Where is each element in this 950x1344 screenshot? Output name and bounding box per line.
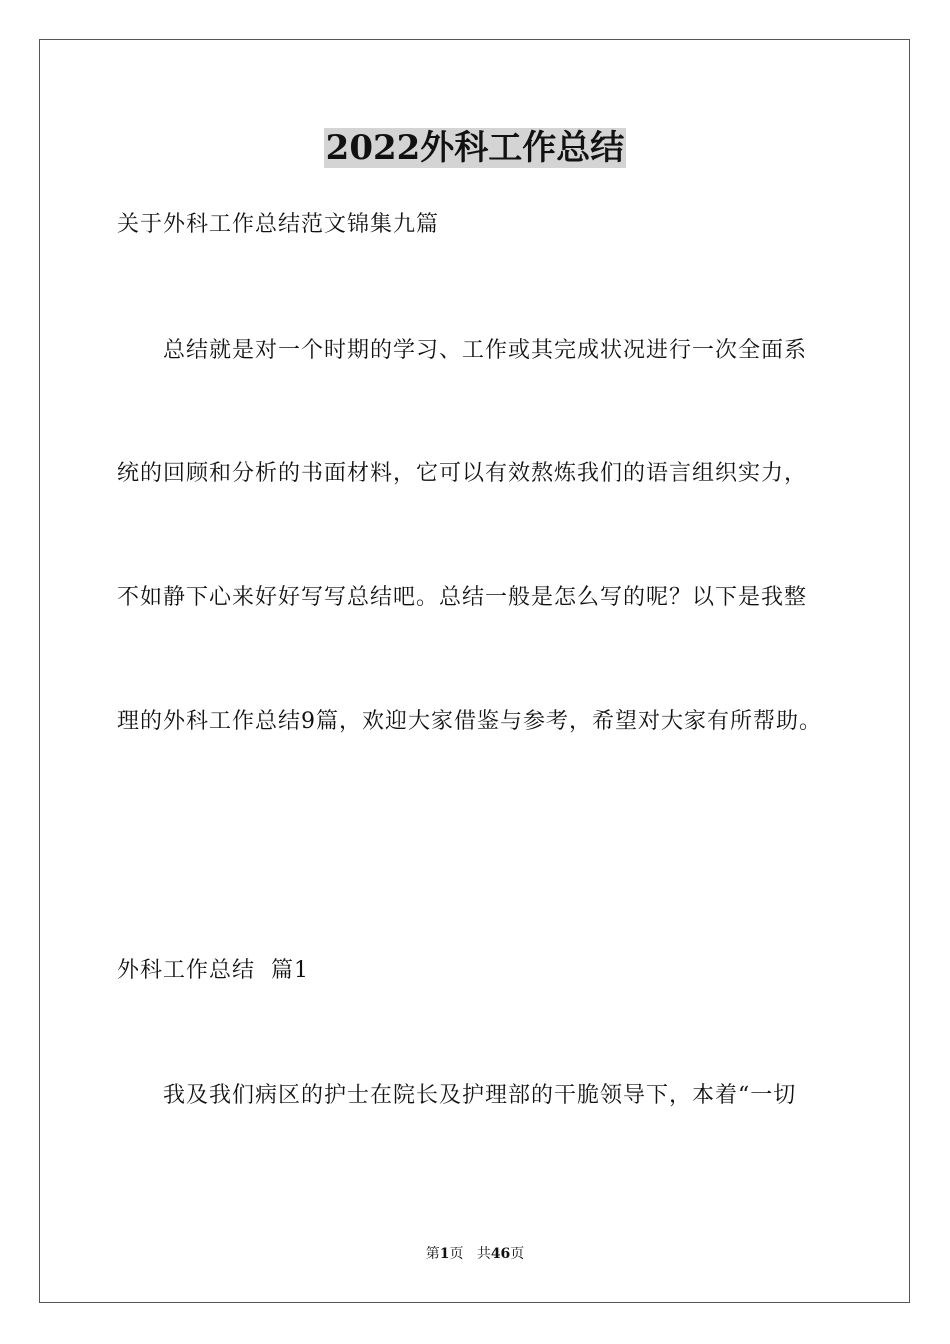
page-footer	[0, 1244, 950, 1264]
document-title	[0, 126, 950, 170]
document-title-text: 2022外科工作总结	[325, 128, 625, 168]
footer-page-number: 1	[439, 1246, 450, 1262]
footer-total-prefix: 共	[476, 1246, 491, 1262]
section-first-line: 我及我们病区的护士在院长及护理部的干脆领导下，本着“一切	[163, 1083, 797, 1108]
intro-line-4: 理的外科工作总结9篇，欢迎大家借鉴与参考，希望对大家有所帮助。	[117, 709, 822, 734]
intro-line-3: 不如静下心来好好写写总结吧。总结一般是怎么写的呢？以下是我整	[117, 585, 808, 610]
section-heading: 外科工作总结 篇1	[117, 958, 309, 983]
intro-line-1: 总结就是对一个时期的学习、工作或其完成状况进行一次全面系	[163, 338, 808, 363]
intro-line-2: 统的回顾和分析的书面材料，它可以有效熬炼我们的语言组织实力，	[117, 461, 808, 486]
footer-total-suffix: 页	[510, 1246, 525, 1262]
document-subtitle: 关于外科工作总结范文锦集九篇	[117, 212, 440, 237]
footer-page-prefix: 第	[425, 1246, 440, 1262]
footer-page-suffix: 页	[449, 1246, 464, 1262]
footer-total-pages: 46	[490, 1246, 511, 1262]
